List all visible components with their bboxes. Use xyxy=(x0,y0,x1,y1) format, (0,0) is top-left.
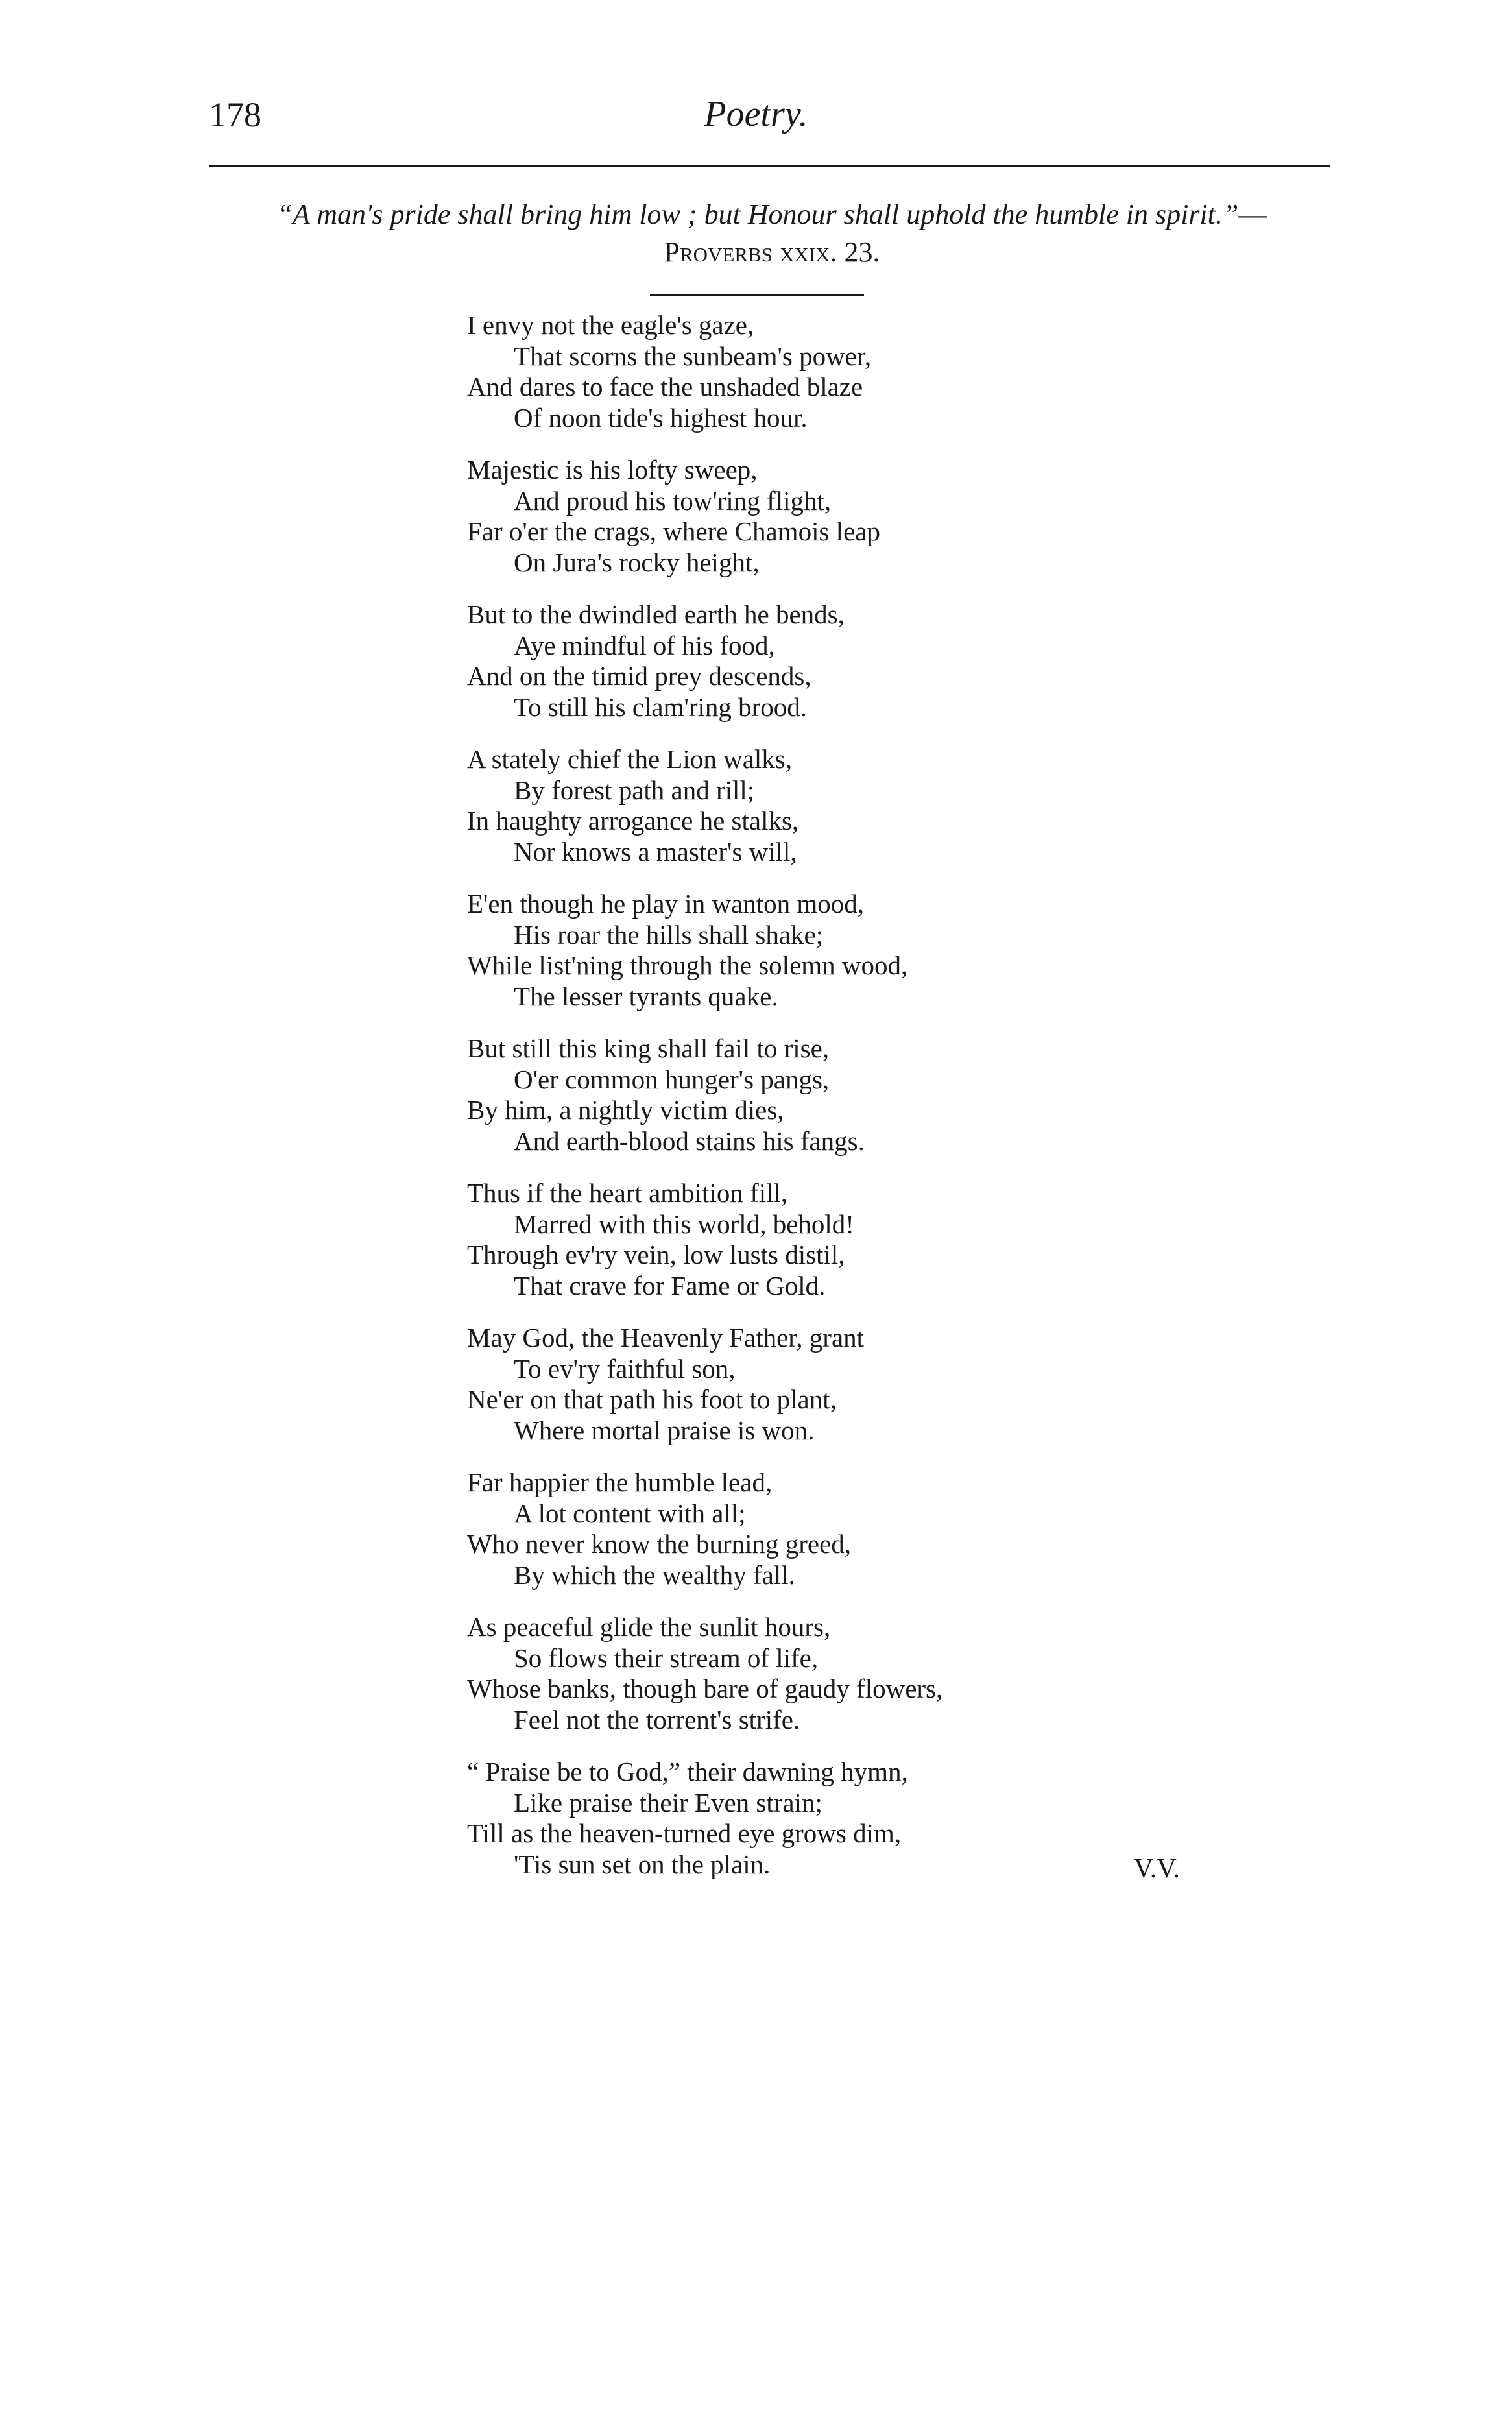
poem-line: And on the timid prey descends, xyxy=(467,661,811,691)
poem-line: On Jura's rocky height, xyxy=(514,547,760,577)
poem-line: Marred with this world, behold! xyxy=(514,1208,854,1239)
running-head: Poetry. xyxy=(704,94,808,134)
poem-line: And proud his tow'ring flight, xyxy=(514,485,832,516)
poem-line: So flows their stream of life, xyxy=(514,1642,819,1673)
stanza xyxy=(467,455,1181,578)
poem-line: And dares to face the unshaded blaze xyxy=(467,372,863,402)
poem-line: The lesser tyrants quake. xyxy=(514,981,778,1011)
header-rule xyxy=(209,165,1330,167)
stanza xyxy=(467,1757,1181,1884)
poem-line: In haughty arrogance he stalks, xyxy=(467,806,799,836)
poem-line: Far o'er the crags, where Chamois leap xyxy=(467,516,880,546)
poem-line: Of noon tide's highest hour. xyxy=(514,402,808,433)
poem-line: 'Tis sun set on the plain. xyxy=(514,1849,771,1879)
page-number: 178 xyxy=(209,95,261,134)
poem-line: Who never know the burning greed, xyxy=(467,1529,852,1559)
poem-line: While list'ning through the solemn wood, xyxy=(467,950,908,980)
poem xyxy=(467,310,1181,1901)
stanza xyxy=(467,889,1181,1012)
signature: V.V. xyxy=(1134,1854,1180,1884)
poem-line: But still this king shall fail to rise, xyxy=(467,1033,830,1063)
poem-line: That scorns the sunbeam's power, xyxy=(514,341,872,371)
epigraph-quote: “A man's pride shall bring him low ; but Honour shall uphold the humble in spirit.” xyxy=(276,198,1239,230)
poem-line: A stately chief the Lion walks, xyxy=(467,744,792,774)
poem-line: Where mortal praise is won. xyxy=(514,1415,815,1445)
poem-line: Aye mindful of his food, xyxy=(514,630,775,660)
stanza xyxy=(467,310,1181,433)
poem-line: By forest path and rill; xyxy=(514,775,755,805)
stanza xyxy=(467,1033,1181,1157)
poem-line: Thus if the heart ambition fill, xyxy=(467,1178,788,1208)
poem-line: Like praise their Even strain; xyxy=(514,1787,822,1818)
poem-line: Feel not the torrent's strife. xyxy=(514,1704,800,1735)
poem-line: That crave for Fame or Gold. xyxy=(514,1270,826,1301)
poem-line: By him, a nightly victim dies, xyxy=(467,1095,784,1125)
poem-line: O'er common hunger's pangs, xyxy=(514,1064,830,1094)
stanza xyxy=(467,1323,1181,1446)
poem-line: “ Praise be to God,” their dawning hymn, xyxy=(467,1757,908,1786)
stanza xyxy=(467,1467,1181,1591)
poem-line: To still his clam'ring brood. xyxy=(514,691,808,722)
epigraph-citation: —Proverbs xxix. 23. xyxy=(664,198,1267,268)
poem-line: Majestic is his lofty sweep, xyxy=(467,455,758,485)
stanza xyxy=(467,744,1181,867)
poem-line: Nor knows a master's will, xyxy=(514,836,797,867)
poem-line: A lot content with all; xyxy=(514,1498,746,1528)
stanza xyxy=(467,599,1181,723)
poem-line: Ne'er on that path his foot to plant, xyxy=(467,1384,837,1414)
poem-line: Till as the heaven-turned eye grows dim, xyxy=(467,1818,902,1848)
poem-line: And earth-blood stains his fangs. xyxy=(514,1125,865,1156)
poem-line: I envy not the eagle's gaze, xyxy=(467,310,754,340)
poem-line: May God, the Heavenly Father, grant xyxy=(467,1323,865,1353)
poem-line: But to the dwindled earth he bends, xyxy=(467,599,845,629)
poem-line: Whose banks, though bare of gaudy flowers, xyxy=(467,1674,943,1703)
poem-line: E'en though he play in wanton mood, xyxy=(467,889,865,919)
poem-line: Through ev'ry vein, low lusts distil, xyxy=(467,1240,845,1269)
poem-line: His roar the hills shall shake; xyxy=(514,919,824,950)
stanza xyxy=(467,1612,1181,1735)
poem-line: To ev'ry faithful son, xyxy=(514,1353,736,1384)
poem-line: As peaceful glide the sunlit hours, xyxy=(467,1612,831,1642)
poem-line: By which the wealthy fall. xyxy=(514,1559,795,1590)
poem-line: Far happier the humble lead, xyxy=(467,1467,773,1497)
epigraph xyxy=(234,196,1310,271)
epigraph-rule xyxy=(650,294,864,296)
stanza xyxy=(467,1178,1181,1301)
